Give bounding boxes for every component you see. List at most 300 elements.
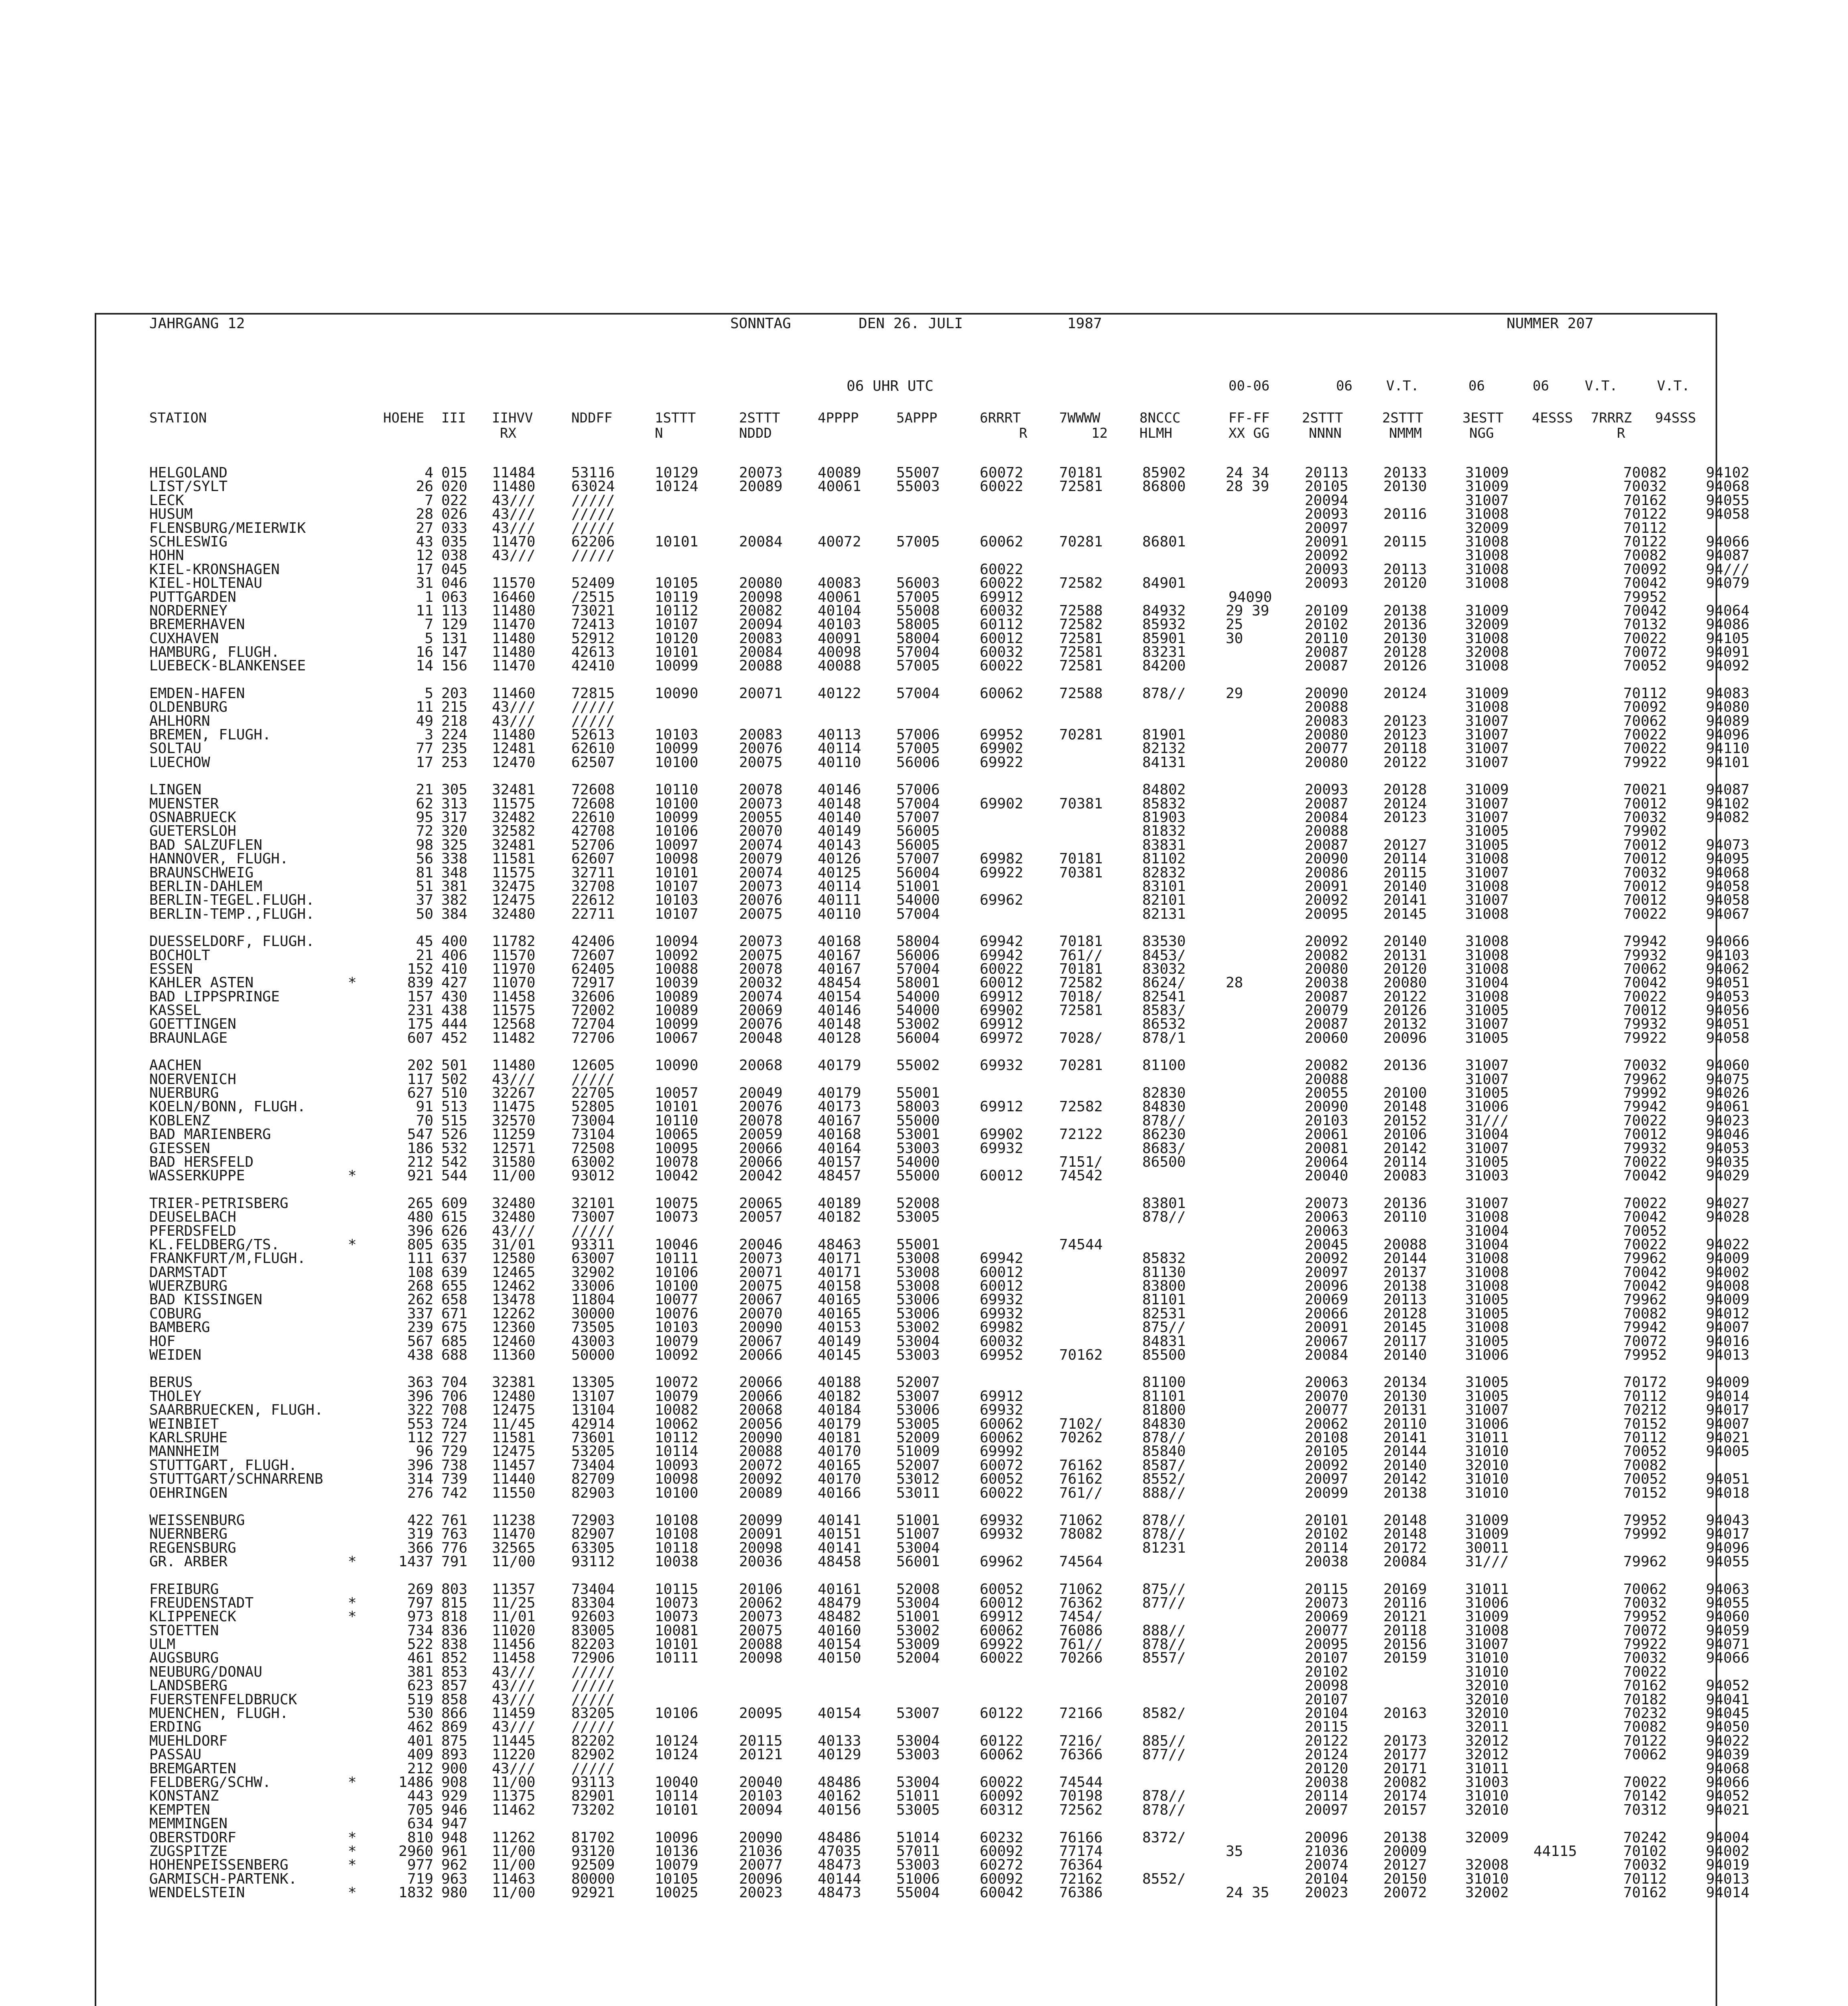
group-8nccc: 84200	[1142, 658, 1186, 674]
group-8nccc: 85902	[1142, 465, 1186, 481]
rh2-0: FF-FF	[1229, 410, 1270, 426]
group-nddff: 93120	[571, 1843, 615, 1860]
group-iihvv: 11575	[492, 864, 536, 881]
group-4pppp: 40162	[818, 1788, 861, 1805]
station-index: 685	[441, 1333, 468, 1350]
table-row	[149, 851, 1750, 867]
group-7wwww: 7018/	[1059, 988, 1103, 1005]
group-2sttt-nnnn: 20082	[1305, 1057, 1348, 1074]
group-2sttt-nmmm: 20130	[1383, 1388, 1427, 1405]
group-4pppp: 40140	[818, 809, 861, 826]
group-3estt: 31007	[1465, 754, 1509, 771]
group-7wwww: 70198	[1059, 1788, 1103, 1805]
table-row	[149, 478, 1750, 495]
group-iihvv: 43///	[492, 1222, 536, 1239]
group-nddff: 72607	[571, 947, 615, 964]
group-94sss: 94066	[1706, 1650, 1750, 1667]
group-iihvv: 11457	[492, 1457, 536, 1474]
group-94sss: 94014	[1706, 1388, 1750, 1405]
table-row	[149, 1085, 1750, 1102]
group-5appp: 51001	[896, 878, 940, 895]
group-7rrrz: 79932	[1623, 1016, 1667, 1033]
group-94sss: 94091	[1706, 644, 1750, 661]
elevation: 319	[407, 1526, 433, 1543]
group-2sttt-nmmm: 20128	[1383, 782, 1427, 798]
group-7rrrz: 70052	[1623, 658, 1667, 674]
group-2sttt-nmmm: 20137	[1383, 1264, 1427, 1281]
station-index: 313	[441, 795, 468, 812]
group-4pppp: 40072	[818, 533, 861, 550]
group-iihvv: 32481	[492, 782, 536, 798]
table-row	[149, 1002, 1750, 1019]
group-2sttt-nmmm: 20174	[1383, 1788, 1427, 1805]
group-94sss: 94055	[1706, 1553, 1750, 1570]
table-row	[149, 1857, 1750, 1874]
group-94sss: 94052	[1706, 1788, 1750, 1805]
group-6rrrt: 60062	[980, 1429, 1024, 1446]
group-1sttt: 10025	[655, 1884, 699, 1901]
table-row	[149, 1677, 1750, 1694]
group-2sttt-nmmm: 20150	[1383, 1870, 1427, 1887]
table-row	[149, 1319, 1750, 1336]
group-7rrrz: 70022	[1623, 740, 1667, 757]
group-94sss: 94052	[1706, 1677, 1750, 1694]
group-94sss: 94050	[1706, 1719, 1750, 1736]
group-iihvv: 11445	[492, 1732, 536, 1749]
group-1sttt: 10115	[655, 1581, 699, 1598]
group-7rrrz: 70052	[1623, 1222, 1667, 1239]
group-94sss: 94029	[1706, 1167, 1750, 1184]
group-1sttt: 10108	[655, 1526, 699, 1543]
group-2sttt-nnnn: 20107	[1305, 1691, 1348, 1708]
group-2sttt-nmmm: 20084	[1383, 1553, 1427, 1570]
group-2sttt: 20076	[739, 1016, 783, 1033]
group-7rrrz: 70042	[1623, 1167, 1667, 1184]
group-2sttt-nmmm: 20144	[1383, 1443, 1427, 1460]
station-index: 325	[441, 837, 468, 853]
group-4pppp: 40161	[818, 1581, 861, 1598]
group-7rrrz: 70022	[1623, 1195, 1667, 1212]
group-2sttt-nmmm: 20115	[1383, 533, 1427, 550]
table-row	[149, 1817, 1706, 1831]
group-5appp: 52008	[896, 1581, 940, 1598]
group-2sttt-nmmm: 20118	[1383, 1622, 1427, 1639]
table-row	[149, 1278, 1750, 1295]
station-index: 626	[441, 1222, 468, 1239]
group-4pppp: 40157	[818, 1153, 861, 1170]
group-nddff: 92921	[571, 1884, 615, 1901]
station-name: SAARBRUECKEN, FLUGH.	[149, 1402, 323, 1419]
group-7wwww: 7216/	[1059, 1732, 1103, 1749]
group-4pppp: 40061	[818, 478, 861, 495]
elevation: 157	[407, 988, 433, 1005]
group-7rrrz: 70012	[1623, 1126, 1667, 1143]
group-2sttt: 20089	[739, 1484, 783, 1501]
group-2sttt: 20066	[739, 1374, 783, 1391]
station-index: 427	[441, 975, 468, 991]
group-7wwww: 761//	[1059, 1484, 1103, 1501]
group-2sttt-nmmm: 20145	[1383, 906, 1427, 922]
rh1-4: 06	[1533, 378, 1549, 394]
group-3estt: 32009	[1465, 1829, 1509, 1846]
group-5appp: 57004	[896, 795, 940, 812]
group-8nccc: 885//	[1142, 1732, 1186, 1749]
elevation: 797	[407, 1594, 433, 1611]
group-iihvv: 32565	[492, 1539, 536, 1556]
table-row	[149, 1250, 1750, 1267]
station-name: NORDERNEY	[149, 602, 228, 619]
station-name: LINGEN	[149, 782, 202, 798]
group-3estt: 32008	[1465, 1857, 1509, 1874]
group-94sss: 94060	[1706, 1057, 1750, 1074]
group-2sttt: 20066	[739, 1153, 783, 1170]
group-7rrrz: 70082	[1623, 1457, 1667, 1474]
group-94sss: 94068	[1706, 1760, 1750, 1777]
group-2sttt: 20072	[739, 1457, 783, 1474]
group-iihvv: 11550	[492, 1484, 536, 1501]
group-94sss: 94046	[1706, 1126, 1750, 1143]
elevation: 1832	[398, 1884, 433, 1901]
group-4pppp: 40182	[818, 1209, 861, 1226]
group-2sttt-nmmm: 20126	[1383, 1002, 1427, 1019]
group-5appp: 51011	[896, 1788, 940, 1805]
group-ff-gg: 29	[1226, 685, 1243, 702]
station-name: OLDENBURG	[149, 699, 228, 716]
group-94sss: 94035	[1706, 1153, 1750, 1170]
station-index: 946	[441, 1801, 468, 1818]
elevation: 7	[424, 492, 433, 509]
group-2sttt-nnnn: 20080	[1305, 727, 1348, 743]
group-7rrrz: 70082	[1623, 1305, 1667, 1322]
group-94sss: 94092	[1706, 658, 1750, 674]
group-7wwww: 74542	[1059, 1167, 1103, 1184]
table-row	[149, 616, 1750, 633]
group-nddff: /2515	[571, 589, 615, 605]
station-index: 526	[441, 1126, 468, 1143]
group-1sttt: 10103	[655, 1319, 699, 1336]
elevation: 72	[416, 823, 433, 840]
group-2sttt-nmmm: 20157	[1383, 1801, 1427, 1818]
group-4pppp: 48463	[818, 1236, 861, 1253]
group-iihvv: 12568	[492, 1016, 536, 1033]
station-index: 542	[441, 1153, 468, 1170]
group-7rrrz: 70102	[1623, 1843, 1667, 1860]
group-nddff: /////	[571, 713, 615, 729]
group-5appp: 56004	[896, 864, 940, 881]
station-name: REGENSBURG	[149, 1539, 236, 1556]
elevation: 409	[407, 1746, 433, 1763]
col-8nccc: 8NCCC	[1139, 410, 1181, 426]
elevation: 43	[416, 533, 433, 550]
group-nddff: /////	[571, 699, 615, 716]
group-3estt: 31007	[1465, 740, 1509, 757]
group-nddff: 32902	[571, 1264, 615, 1281]
group-7rrrz: 70082	[1623, 547, 1667, 564]
group-1sttt: 10111	[655, 1650, 699, 1667]
group-1sttt: 10073	[655, 1594, 699, 1611]
group-7rrrz: 70092	[1623, 699, 1667, 716]
group-3estt: 32009	[1465, 616, 1509, 633]
group-2sttt-nmmm: 20124	[1383, 795, 1427, 812]
station-name: TRIER-PETRISBERG	[149, 1195, 288, 1212]
group-7rrrz: 79922	[1623, 1029, 1667, 1046]
group-2sttt: 20070	[739, 1305, 783, 1322]
station-index: 929	[441, 1788, 468, 1805]
station-index: 963	[441, 1870, 468, 1887]
group-2sttt-nnnn: 20095	[1305, 906, 1348, 922]
group-4pppp: 40149	[818, 823, 861, 840]
group-4pppp: 40089	[818, 465, 861, 481]
group-3estt: 31004	[1465, 1126, 1509, 1143]
group-94sss: 94086	[1706, 616, 1750, 633]
elevation: 37	[416, 892, 433, 909]
elevation: 462	[407, 1719, 433, 1736]
group-nddff: 92603	[571, 1608, 615, 1625]
station-name: KAHLER ASTEN	[149, 975, 254, 991]
group-nddff: 81702	[571, 1829, 615, 1846]
elevation: 70	[416, 1112, 433, 1129]
group-2sttt-nmmm: 20128	[1383, 644, 1427, 661]
group-3estt: 32010	[1465, 1705, 1509, 1722]
mountain-marker: *	[348, 1167, 357, 1184]
table-row	[149, 713, 1750, 729]
table-row	[149, 1636, 1750, 1653]
elevation: 202	[407, 1057, 433, 1074]
group-2sttt-nmmm: 20136	[1383, 1057, 1427, 1074]
group-nddff: 32711	[571, 864, 615, 881]
group-7rrrz: 70062	[1623, 1581, 1667, 1598]
group-2sttt-nmmm: 20123	[1383, 727, 1427, 743]
rh2-3: 3ESTT	[1462, 410, 1504, 426]
group-2sttt: 20094	[739, 1801, 783, 1818]
group-3estt: 31008	[1465, 960, 1509, 977]
table-row	[149, 547, 1750, 564]
station-index: 836	[441, 1622, 468, 1639]
table-row	[149, 1870, 1750, 1887]
group-7wwww: 72581	[1059, 1002, 1103, 1019]
col-7wwww: 7WWWW	[1059, 410, 1101, 426]
group-2sttt-nnnn: 20102	[1305, 1663, 1348, 1680]
elevation: 519	[407, 1691, 433, 1708]
col-iihvv: IIHVV	[492, 410, 533, 426]
group-nddff: 13107	[571, 1388, 615, 1405]
group-iihvv: 11238	[492, 1512, 536, 1529]
group-nddff: 82907	[571, 1526, 615, 1543]
group-2sttt: 20092	[739, 1471, 783, 1488]
group-nddff: 63305	[571, 1539, 615, 1556]
table-row	[149, 1374, 1750, 1391]
group-1sttt: 10100	[655, 1484, 699, 1501]
group-4pppp: 40154	[818, 1705, 861, 1722]
group-5appp: 53011	[896, 1484, 940, 1501]
group-94sss: 94082	[1706, 809, 1750, 826]
group-7rrrz: 70152	[1623, 1415, 1667, 1432]
group-7rrrz: 70122	[1623, 533, 1667, 550]
elevation: 322	[407, 1402, 433, 1419]
group-iihvv: 12480	[492, 1388, 536, 1405]
group-7wwww: 70381	[1059, 795, 1103, 812]
group-2sttt-nmmm: 20128	[1383, 1305, 1427, 1322]
group-3estt: 32012	[1465, 1746, 1509, 1763]
group-2sttt: 20098	[739, 589, 783, 605]
group-2sttt: 20094	[739, 616, 783, 633]
group-94sss: 94051	[1706, 975, 1750, 991]
table-row	[149, 1732, 1750, 1749]
group-2sttt-nmmm: 20127	[1383, 837, 1427, 853]
group-iihvv: 12475	[492, 1443, 536, 1460]
group-5appp: 55000	[896, 1167, 940, 1184]
elevation: 4	[424, 465, 433, 481]
group-7wwww: 76086	[1059, 1622, 1103, 1639]
group-7wwww: 72581	[1059, 478, 1103, 495]
group-nddff: 82903	[571, 1484, 615, 1501]
group-6rrrt: 60072	[980, 465, 1024, 481]
station-index: 045	[441, 561, 468, 578]
group-2sttt-nmmm: 20148	[1383, 1526, 1427, 1543]
group-8nccc: 878//	[1142, 1209, 1186, 1226]
group-8nccc: 86500	[1142, 1153, 1186, 1170]
group-7wwww: 76386	[1059, 1884, 1103, 1901]
group-7wwww: 76366	[1059, 1746, 1103, 1763]
group-94sss: 94068	[1706, 864, 1750, 881]
group-7wwww: 70181	[1059, 465, 1103, 481]
group-iihvv: 43///	[492, 1071, 536, 1088]
group-94sss: 94039	[1706, 1746, 1750, 1763]
station-name: PASSAU	[149, 1746, 202, 1763]
group-2sttt: 20073	[739, 465, 783, 481]
table-row	[149, 892, 1750, 909]
group-3estt: 31///	[1465, 1112, 1509, 1129]
station-index: 776	[441, 1539, 468, 1556]
group-6rrrt: 69922	[980, 754, 1024, 771]
group-94sss: 94007	[1706, 1319, 1750, 1336]
group-6rrrt: 60092	[980, 1870, 1024, 1887]
group-3estt: 31010	[1465, 1788, 1509, 1805]
group-3estt: 31011	[1465, 1429, 1509, 1446]
group-6rrrt: 60022	[980, 658, 1024, 674]
table-row	[149, 1774, 1750, 1791]
station-index: 962	[441, 1857, 468, 1874]
group-nddff: 42406	[571, 933, 615, 950]
group-2sttt: 20084	[739, 533, 783, 550]
table-row	[149, 1347, 1750, 1364]
station-name: FLENSBURG/MEIERWIK	[149, 520, 306, 536]
table-row	[149, 1195, 1750, 1212]
station-name: BERLIN-DAHLEM	[149, 878, 262, 895]
group-6rrrt: 60052	[980, 1581, 1024, 1598]
group-1sttt: 10124	[655, 478, 699, 495]
group-8nccc: 83231	[1142, 644, 1186, 661]
group-5appp: 57004	[896, 906, 940, 922]
group-ff-gg: 30	[1226, 630, 1243, 647]
rh2-5: 7RRRZ	[1591, 410, 1632, 426]
group-1sttt: 10107	[655, 616, 699, 633]
group-4pppp: 40148	[818, 1016, 861, 1033]
group-7rrrz: 79932	[1623, 1140, 1667, 1157]
group-4pppp: 40111	[818, 892, 861, 909]
table-row	[149, 933, 1750, 950]
station-name: STUTTGART/SCHNARRENB	[149, 1471, 323, 1488]
group-2sttt-nmmm: 20114	[1383, 1153, 1427, 1170]
col-4pppp: 4PPPP	[818, 410, 859, 426]
group-iihvv: 12360	[492, 1319, 536, 1336]
group-1sttt: 10101	[655, 1801, 699, 1818]
group-8nccc: 83101	[1142, 878, 1186, 895]
group-1sttt: 10100	[655, 754, 699, 771]
group-7wwww: 78082	[1059, 1526, 1103, 1543]
group-8nccc: 82830	[1142, 1085, 1186, 1102]
group-94sss: 94071	[1706, 1636, 1750, 1653]
station-name: NUERNBERG	[149, 1526, 228, 1543]
table-row	[149, 824, 1706, 838]
station-index: 791	[441, 1553, 468, 1570]
station-index: 980	[441, 1884, 468, 1901]
group-2sttt: 20062	[739, 1594, 783, 1611]
group-nddff: 73004	[571, 1112, 615, 1129]
group-5appp: 53002	[896, 1016, 940, 1033]
group-7rrrz: 70032	[1623, 864, 1667, 881]
group-7rrrz: 70072	[1623, 1622, 1667, 1639]
group-7rrrz: 79962	[1623, 1071, 1667, 1088]
group-2sttt-nnnn: 20087	[1305, 644, 1348, 661]
group-4pppp: 40158	[818, 1278, 861, 1295]
table-row	[149, 630, 1750, 647]
station-index: 203	[441, 685, 468, 702]
group-2sttt-nmmm: 20140	[1383, 1347, 1427, 1364]
group-3estt: 31008	[1465, 630, 1509, 647]
group-94sss: 94008	[1706, 1278, 1750, 1295]
elevation: 381	[407, 1663, 433, 1680]
group-1sttt: 10112	[655, 602, 699, 619]
group-ff-gg: 28	[1226, 975, 1243, 991]
group-8nccc: 8557/	[1142, 1650, 1186, 1667]
group-8nccc: 877//	[1142, 1594, 1186, 1611]
table-row	[149, 561, 1750, 578]
group-7rrrz: 70162	[1623, 1677, 1667, 1694]
group-nddff: 52613	[571, 727, 615, 743]
group-8nccc: 888//	[1142, 1484, 1186, 1501]
group-6rrrt: 60012	[980, 630, 1024, 647]
group-8nccc: 83800	[1142, 1278, 1186, 1295]
group-3estt: 31007	[1465, 1057, 1509, 1074]
group-nddff: /////	[571, 1760, 615, 1777]
group-4pppp: 40114	[818, 878, 861, 895]
group-5appp: 57007	[896, 809, 940, 826]
elevation: 396	[407, 1388, 433, 1405]
mountain-marker: *	[348, 1829, 357, 1846]
group-4pppp: 40168	[818, 1126, 861, 1143]
group-8nccc: 81101	[1142, 1291, 1186, 1308]
group-7rrrz: 79922	[1623, 1636, 1667, 1653]
group-7wwww: 74544	[1059, 1774, 1103, 1791]
group-7wwww: 70262	[1059, 1429, 1103, 1446]
group-3estt: 31007	[1465, 1140, 1509, 1157]
group-iihvv: 43///	[492, 699, 536, 716]
station-name: ERDING	[149, 1719, 202, 1736]
group-94sss: 94063	[1706, 1581, 1750, 1598]
group-2sttt: 20073	[739, 795, 783, 812]
group-4pppp: 40122	[818, 685, 861, 702]
group-7wwww: 70281	[1059, 533, 1103, 550]
group-6rrrt: 69982	[980, 1319, 1024, 1336]
group-94sss: 94079	[1706, 575, 1750, 592]
group-nddff: /////	[571, 1691, 615, 1708]
group-nddff: 52706	[571, 837, 615, 853]
group-5appp: 53006	[896, 1305, 940, 1322]
group-2sttt-nnnn: 20104	[1305, 1705, 1348, 1722]
group-2sttt: 21036	[739, 1843, 783, 1860]
utc-label: 06 UHR UTC	[847, 378, 934, 394]
